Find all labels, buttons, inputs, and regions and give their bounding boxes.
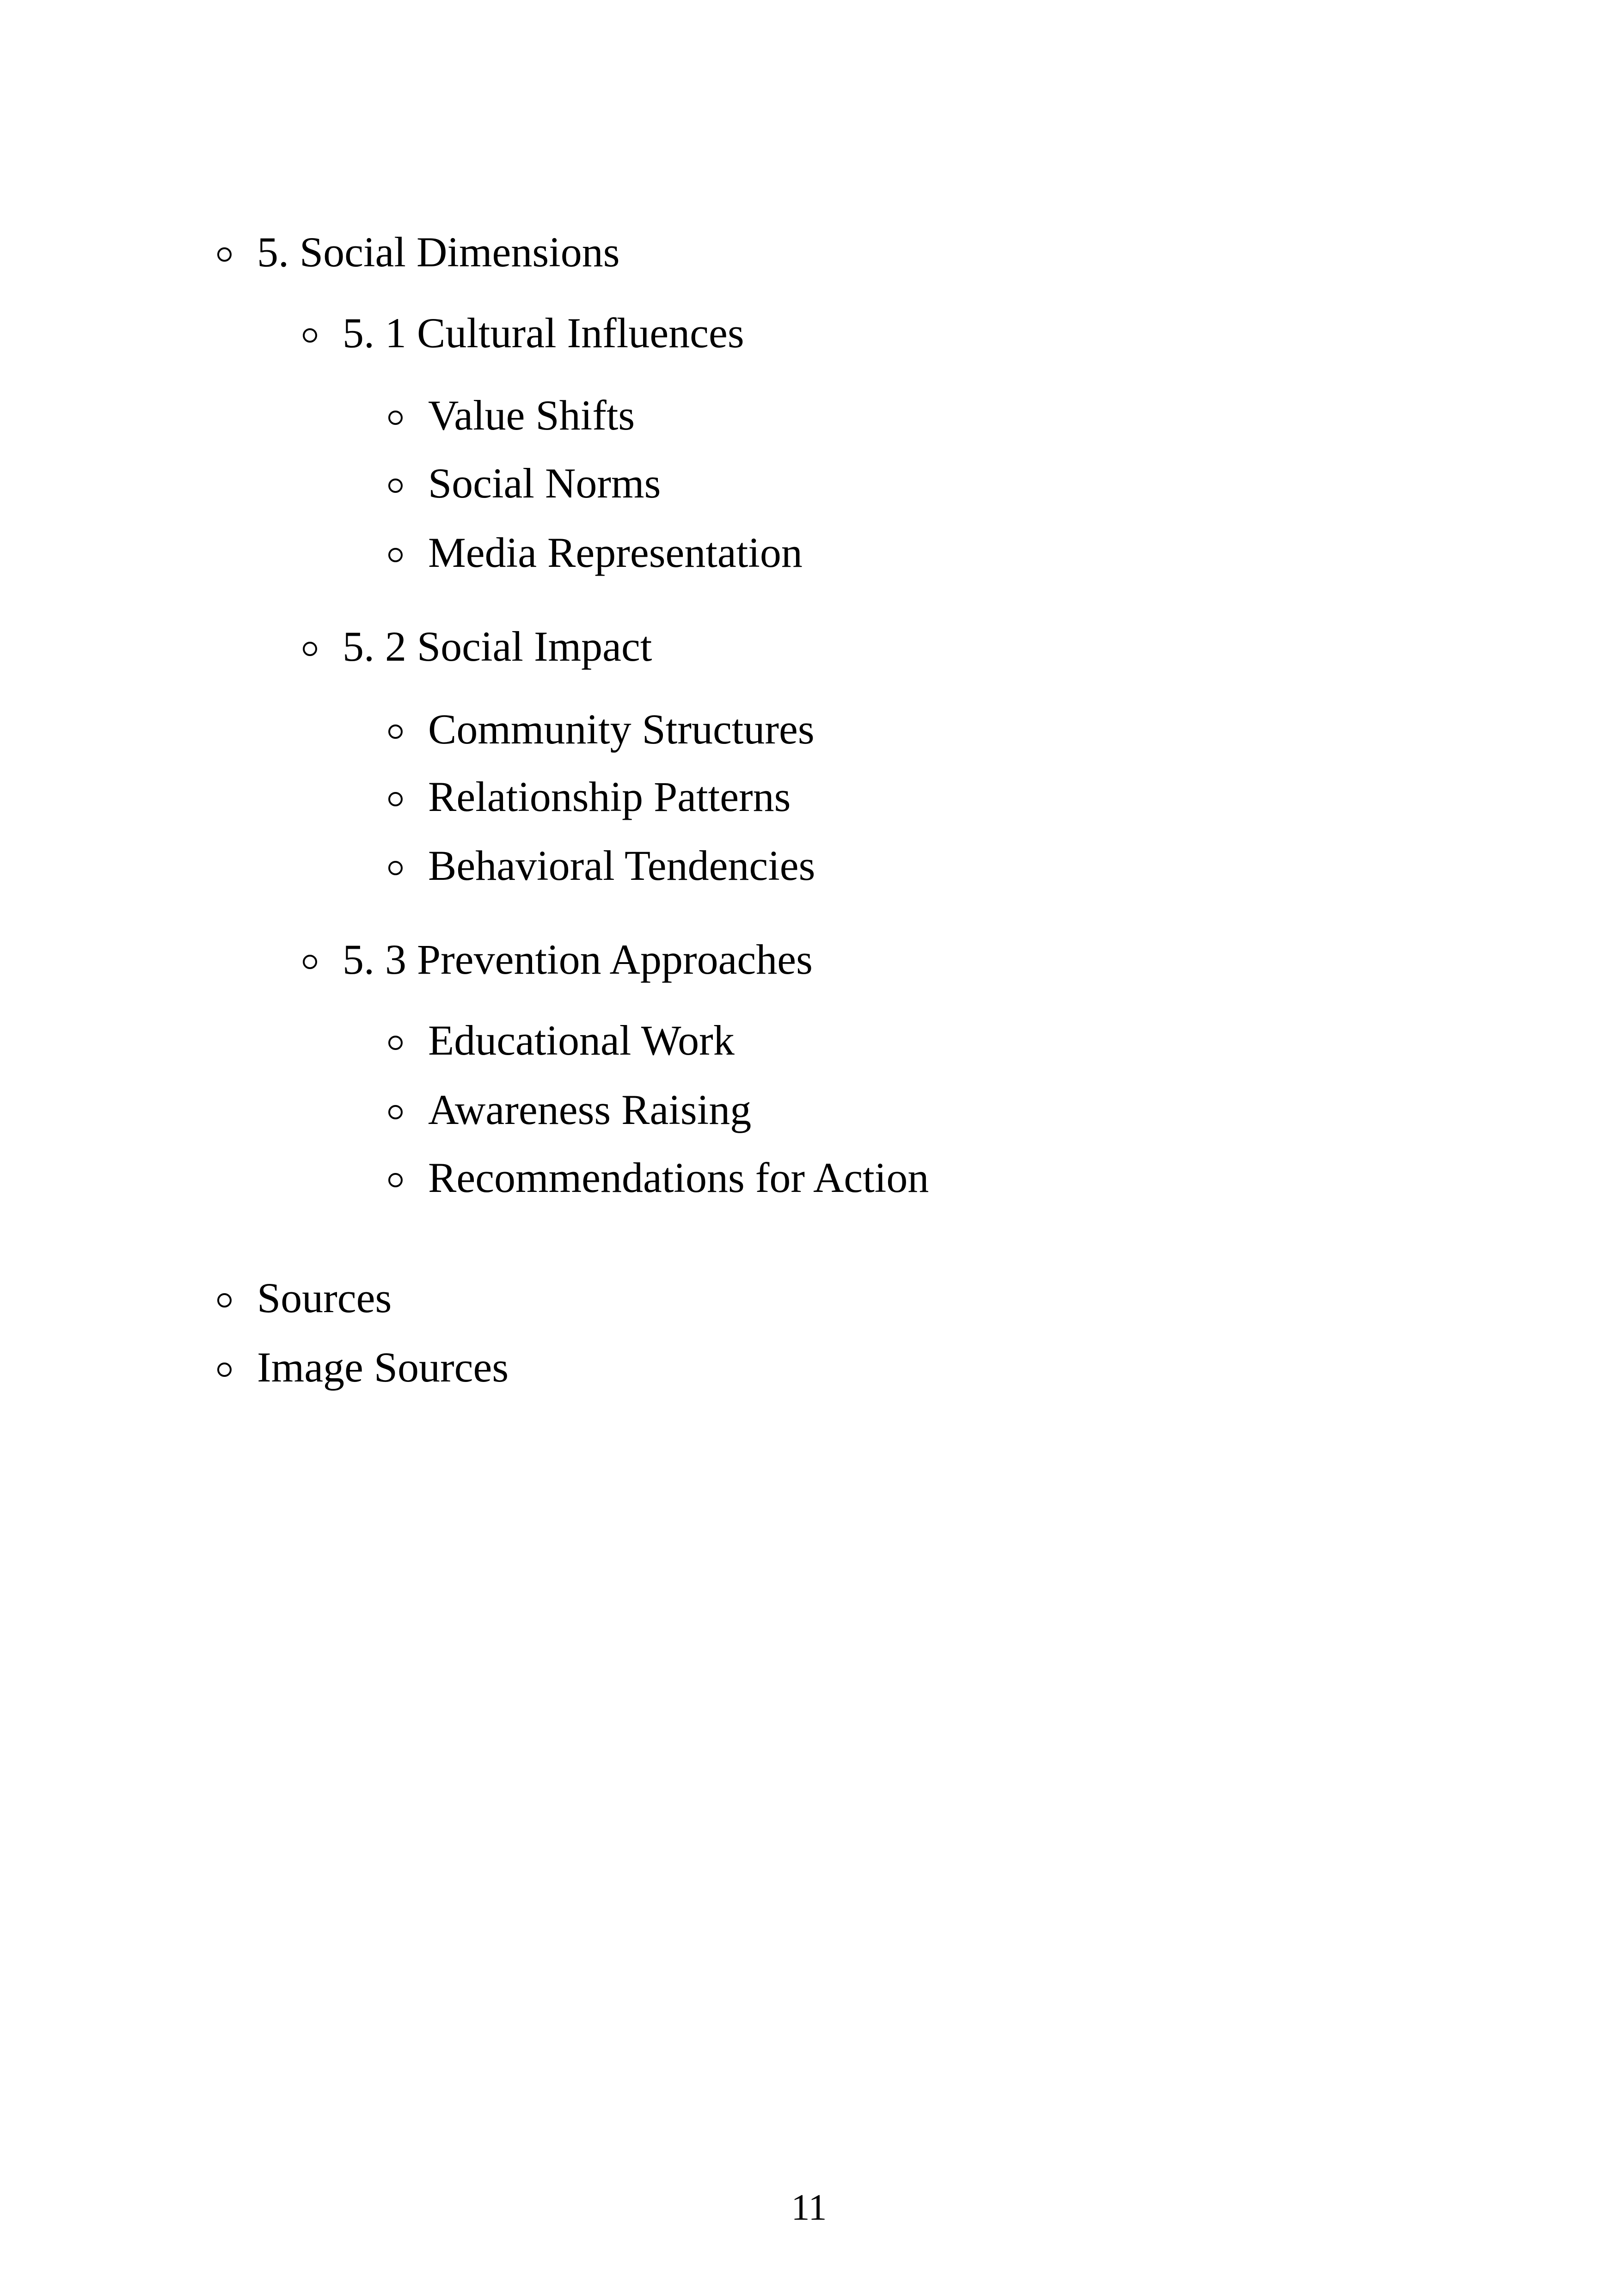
toc-item-label: Community Structures <box>428 706 815 753</box>
page-number: 11 <box>791 2187 827 2228</box>
toc-item-label: Educational Work <box>428 1017 735 1064</box>
hollow-circle-bullet-icon <box>388 1105 403 1119</box>
toc-item-label: Social Norms <box>428 460 661 507</box>
hollow-circle-bullet-icon <box>303 955 317 969</box>
toc-item-label: Recommendations for Action <box>428 1154 929 1201</box>
toc-item-label: Awareness Raising <box>428 1086 752 1133</box>
toc-item-label: 5. 2 Social Impact <box>343 623 652 670</box>
toc-item-label: Value Shifts <box>428 392 635 439</box>
hollow-circle-bullet-icon <box>217 247 232 262</box>
toc-item-label: 5. 1 Cultural Influences <box>343 309 744 356</box>
toc-item-label: 5. 3 Prevention Approaches <box>343 936 813 983</box>
hollow-circle-bullet-icon <box>217 1363 232 1377</box>
hollow-circle-bullet-icon <box>388 479 403 493</box>
hollow-circle-bullet-icon <box>388 861 403 875</box>
hollow-circle-bullet-icon <box>388 724 403 739</box>
toc-item-label: Media Representation <box>428 529 803 576</box>
toc-item-label: Image Sources <box>257 1344 509 1391</box>
hollow-circle-bullet-icon <box>388 792 403 806</box>
hollow-circle-bullet-icon <box>217 1293 232 1308</box>
hollow-circle-bullet-icon <box>303 642 317 656</box>
hollow-circle-bullet-icon <box>388 1173 403 1187</box>
toc-item-label: Behavioral Tendencies <box>428 842 815 889</box>
toc-item-label: Sources <box>257 1274 392 1321</box>
toc-item-label: 5. Social Dimensions <box>257 228 620 276</box>
hollow-circle-bullet-icon <box>388 411 403 425</box>
hollow-circle-bullet-icon <box>303 328 317 343</box>
toc-item-label: Relationship Patterns <box>428 773 791 820</box>
hollow-circle-bullet-icon <box>388 1036 403 1050</box>
hollow-circle-bullet-icon <box>388 548 403 562</box>
